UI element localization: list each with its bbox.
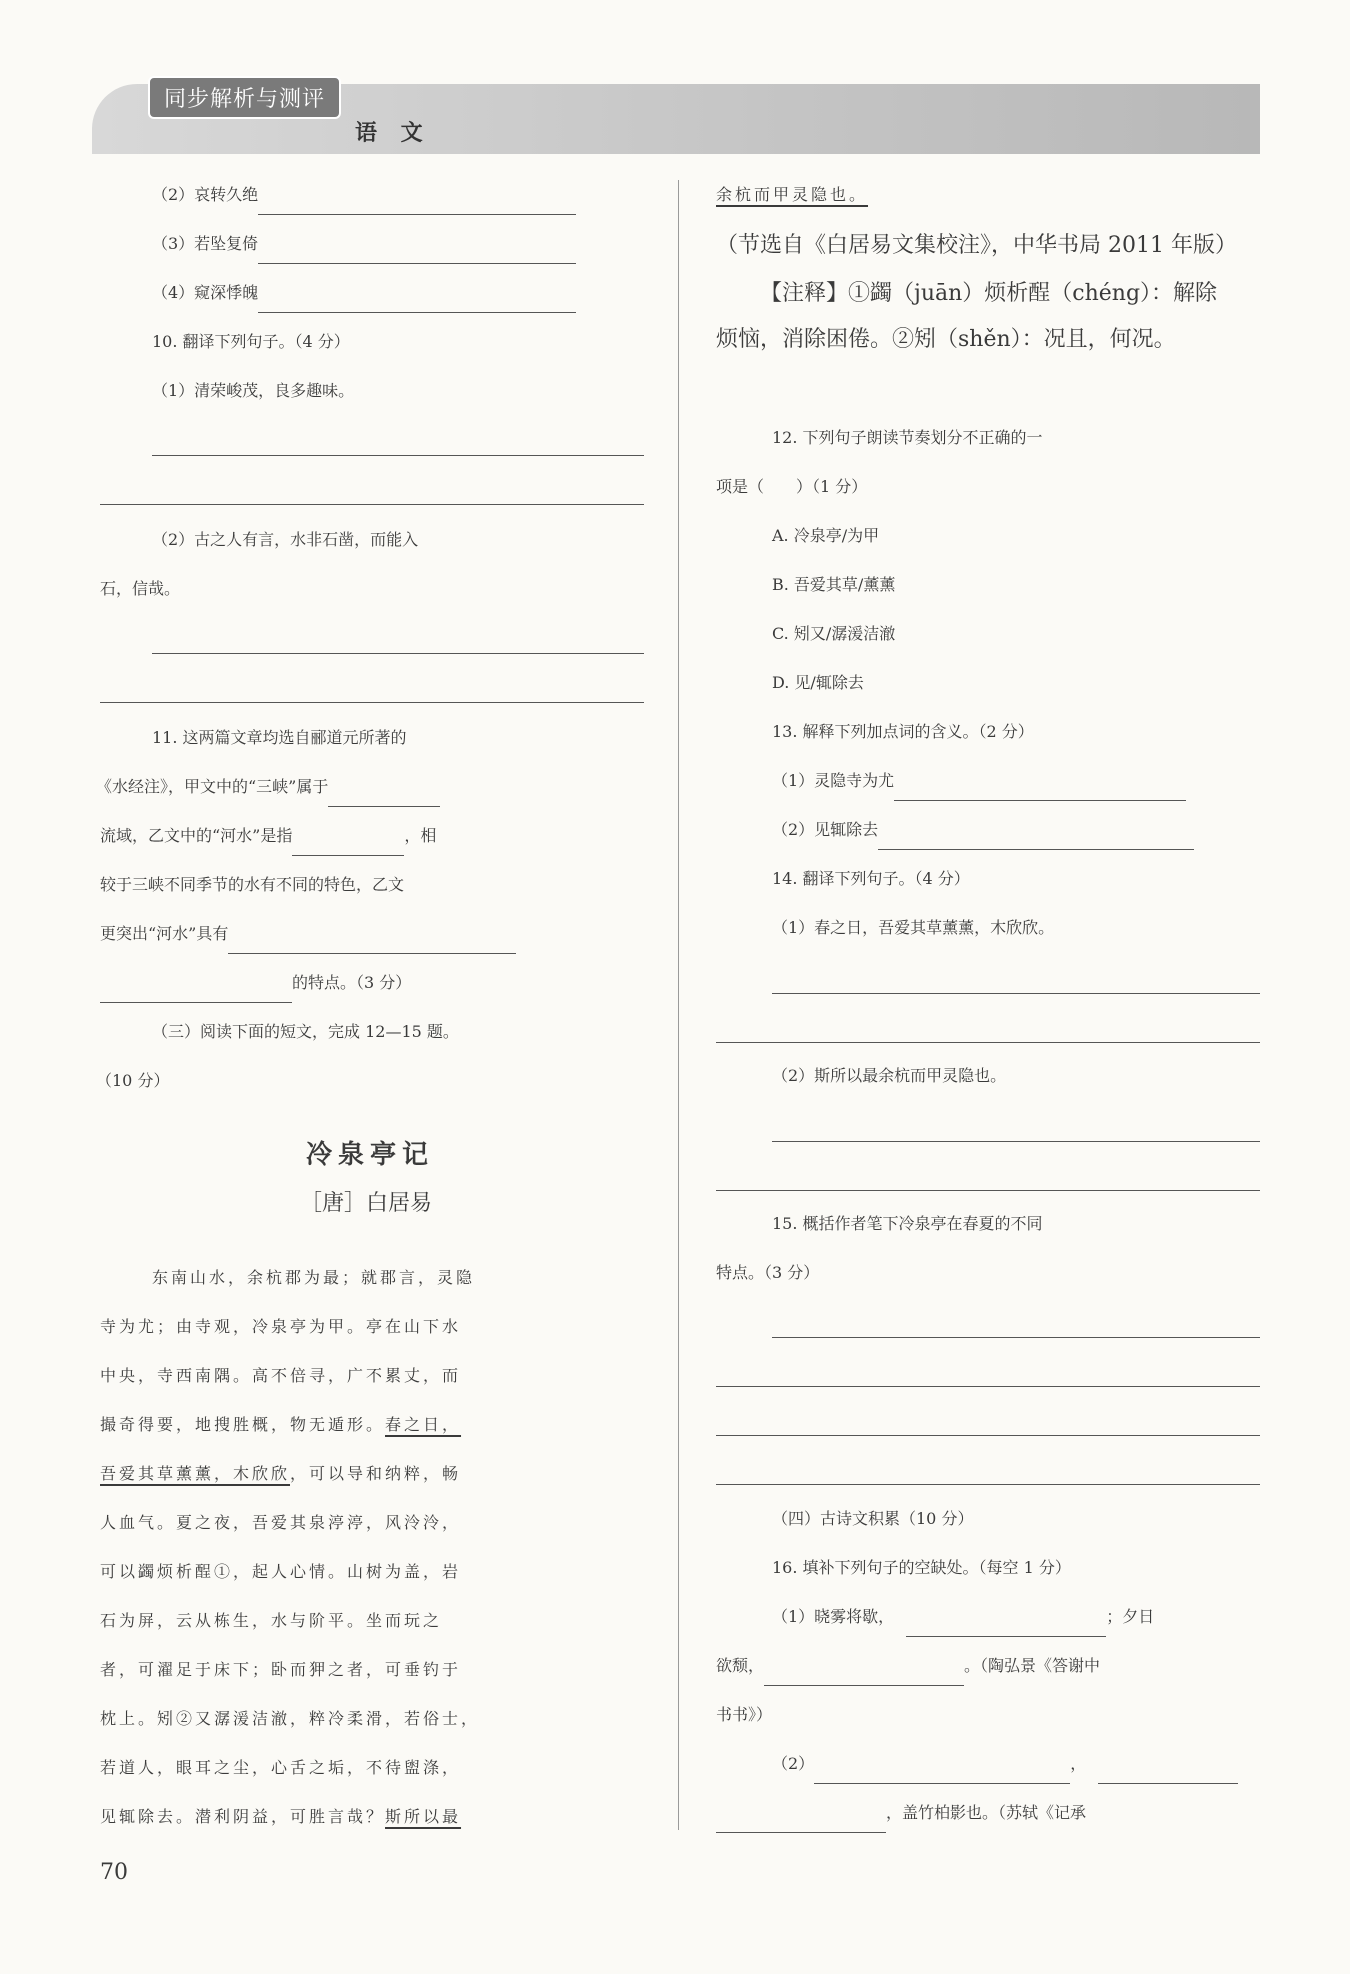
q16-item-2-line-2: ，盖竹柏影也。（苏轼《记承	[716, 1793, 1086, 1833]
page-number: 70	[100, 1860, 128, 1885]
q16-item-2-line-1: （2） ，	[772, 1744, 1238, 1784]
answer-line	[716, 1386, 1260, 1387]
answer-line	[716, 1042, 1260, 1043]
q9-item-3: （3）若坠复倚	[152, 224, 576, 264]
q15-line-2: 特点。（3 分）	[716, 1263, 820, 1282]
q13-heading: 13. 解释下列加点词的含义。（2 分）	[772, 722, 1034, 741]
subject-label: 语 文	[355, 121, 431, 146]
q10-heading: 10. 翻译下列句子。（4 分）	[152, 332, 350, 351]
q14-sentence-1: （1）春之日，吾爱其草薰薰，木欣欣。	[772, 918, 1055, 937]
passage-line: 可以蠲烦析酲①，起人心情。山树为盖，岩	[100, 1562, 462, 1581]
q10-sentence-2b: 石，信哉。	[100, 579, 181, 598]
passage-source: （节选自《白居易文集校注》，中华书局 2011 年版）	[716, 233, 1237, 258]
q16-item-1-source-end: 书书》）	[716, 1705, 773, 1724]
q12-line-2: 项是（ ）（1 分）	[716, 477, 868, 496]
answer-line	[772, 993, 1260, 994]
passage-line: 吾爱其草薰薰，木欣欣，可以导和纳粹，畅	[100, 1464, 462, 1483]
passage-line: 若道人，眼耳之尘，心舌之垢，不待盥涤，	[100, 1758, 462, 1777]
q12-option-c: C. 矧又/潺湲洁澈	[772, 624, 896, 643]
passage-line: 寺为尤；由寺观，冷泉亭为甲。亭在山下水	[100, 1317, 462, 1336]
book-title-tab: 同步解析与测评	[148, 76, 341, 119]
q12-option-d: D. 见/辄除去	[772, 673, 864, 692]
q9-item-2: （2）哀转久绝	[152, 175, 576, 215]
answer-line	[772, 1337, 1260, 1338]
annotation-line-1: 【注释】①蠲（juān）烦析酲（chéng）：解除	[760, 281, 1218, 306]
passage-line: 者，可濯足于床下；卧而狎之者，可垂钓于	[100, 1660, 462, 1679]
answer-line	[716, 1484, 1260, 1485]
q11-line-2: 《水经注》，甲文中的“三峡”属于	[96, 767, 440, 807]
q12-option-b: B. 吾爱其草/薰薰	[772, 575, 896, 594]
annotation-line-2: 烦恼，消除困倦。②矧（shěn）：况且，何况。	[716, 327, 1176, 352]
passage-line: 石为屏，云从栋生，水与阶平。坐而玩之	[100, 1611, 443, 1630]
passage-line: 枕上。矧②又潺湲洁澈，粹冷柔滑，若俗士，	[100, 1709, 481, 1728]
passage-title: 冷泉亭记	[306, 1140, 435, 1170]
q16-item-1-line-2: 欲颓， 。（陶弘景《答谢中	[716, 1646, 1100, 1686]
answer-line	[716, 1190, 1260, 1191]
q10-sentence-2a: （2）古之人有言，水非石凿，而能入	[152, 530, 419, 549]
passage-author: ［唐］白居易	[300, 1191, 433, 1216]
q12-option-a: A. 冷泉亭/为甲	[772, 526, 880, 545]
answer-line	[772, 1141, 1260, 1142]
q14-heading: 14. 翻译下列句子。（4 分）	[772, 869, 970, 888]
q11-line-6: 的特点。（3 分）	[100, 963, 411, 1003]
answer-line	[100, 702, 644, 703]
q11-line-1: 11. 这两篇文章均选自郦道元所著的	[152, 728, 407, 747]
q16-item-1-line-1: （1）晓雾将歇， ；夕日	[772, 1597, 1154, 1637]
answer-line	[152, 455, 644, 456]
section-3-score: （10 分）	[96, 1071, 170, 1090]
q14-sentence-2: （2）斯所以最余杭而甲灵隐也。	[772, 1066, 1007, 1085]
passage-line: 中央，寺西南隅。高不倍寻，广不累丈，而	[100, 1366, 462, 1385]
passage-line: 人血气。夏之夜，吾爱其泉渟渟，风泠泠，	[100, 1513, 462, 1532]
q13-item-1: （1）灵隐寺为尤	[772, 761, 1186, 801]
q12-line-1: 12. 下列句子朗读节奏划分不正确的一	[772, 428, 1043, 447]
q11-line-5: 更突出“河水”具有	[100, 914, 516, 954]
passage-line: 见辄除去。潜利阴益，可胜言哉？斯所以最	[100, 1807, 462, 1826]
q15-line-1: 15. 概括作者笔下冷泉亭在春夏的不同	[772, 1214, 1043, 1233]
passage-line: 撮奇得要，地搜胜概，物无遁形。春之日，	[100, 1415, 462, 1434]
section-3-heading: （三）阅读下面的短文，完成 12—15 题。	[152, 1022, 459, 1041]
answer-line	[716, 1435, 1260, 1436]
q16-heading: 16. 填补下列句子的空缺处。（每空 1 分）	[772, 1558, 1071, 1577]
q11-line-4: 较于三峡不同季节的水有不同的特色，乙文	[100, 875, 405, 894]
q13-item-2: （2）见辄除去	[772, 810, 1194, 850]
section-4-heading: （四）古诗文积累（10 分）	[772, 1509, 974, 1528]
q9-item-4: （4）窥深悸魄	[152, 273, 576, 313]
answer-line	[100, 504, 644, 505]
passage-continued: 余杭而甲灵隐也。	[716, 185, 869, 204]
column-divider	[678, 180, 679, 1830]
q11-line-3: 流域，乙文中的“河水”是指 ，相	[100, 816, 436, 856]
answer-line	[152, 653, 644, 654]
q10-sentence-1: （1）清荣峻茂，良多趣味。	[152, 381, 355, 400]
passage-line: 东南山水，余杭郡为最；就郡言，灵隐	[152, 1268, 476, 1287]
